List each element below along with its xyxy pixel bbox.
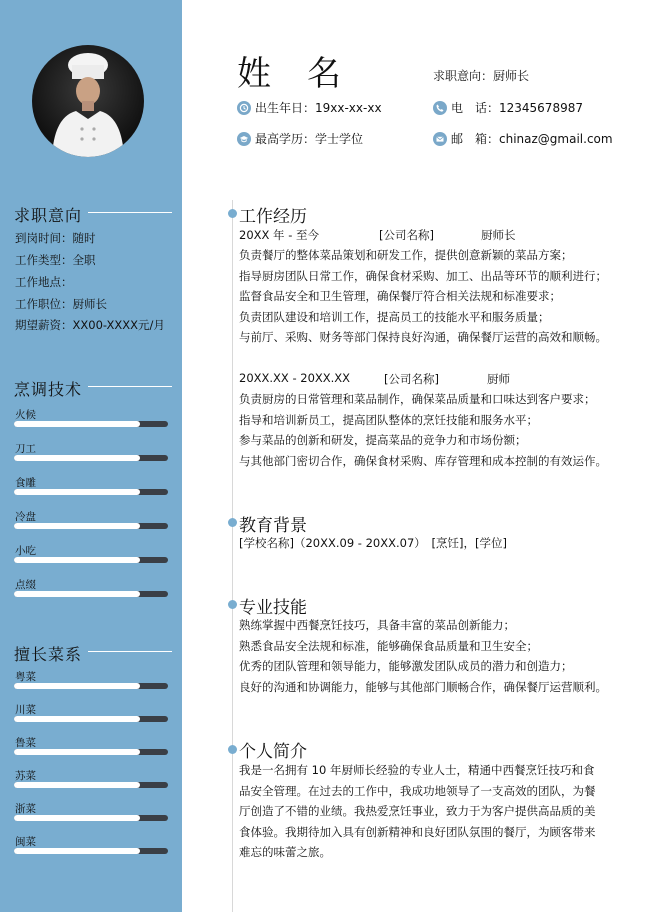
education-text: 最高学历：学士学位	[255, 132, 364, 146]
cuisine-bar-fill	[14, 749, 140, 755]
section-dot	[228, 209, 237, 218]
cooking-skill-label: 小吃	[15, 545, 36, 557]
pro-skills-list	[239, 615, 607, 697]
intent-divider	[88, 212, 172, 213]
cooking-skill-bar-fill	[14, 489, 140, 495]
cooking-skill-label: 冷盘	[15, 511, 36, 523]
job-line: 与其他部门密切合作，确保食材采购、库存管理和成本控制的有效运作。	[239, 453, 607, 468]
intro-paragraph	[239, 760, 596, 863]
cuisine-label: 川菜	[15, 704, 36, 716]
section-dot	[228, 600, 237, 609]
skill-line: 良好的沟通和协调能力，能够与其他部门顺畅合作，确保餐厅运营顺利。	[239, 679, 607, 694]
main-content	[182, 0, 645, 912]
cooking-skill-bar	[14, 421, 168, 427]
job-description	[239, 245, 607, 348]
job-company: [公司名称]	[384, 372, 439, 386]
cooking-skill-label: 刀工	[15, 443, 36, 455]
job-line: 负责团队建设和培训工作，提高员工的技能水平和服务质量；	[239, 309, 550, 324]
skill-line: 优秀的团队管理和领导能力，能够激发团队成员的潜力和创造力；	[239, 659, 573, 673]
cuisine-bar-fill	[14, 716, 140, 722]
job-company: [公司名称]	[379, 228, 434, 242]
cooking-skill-label: 火候	[15, 409, 36, 421]
intro-line: 食体验。我期待加入具有创新精神和良好团队氛围的餐厅，为顾客带来	[239, 824, 596, 839]
sidebar	[0, 0, 182, 912]
section-dot	[228, 518, 237, 527]
cuisine-label: 苏菜	[15, 770, 36, 782]
cuisines-title: 擅长菜系	[14, 645, 83, 664]
cuisine-bar-fill	[14, 683, 140, 689]
name-heading: 姓名	[237, 54, 377, 94]
pro-skills-title: 专业技能	[239, 598, 307, 618]
cooking-skill-label: 点缀	[15, 579, 36, 591]
education-info	[237, 130, 363, 147]
cuisine-label: 闽菜	[15, 836, 36, 848]
phone-text: 电 话：12345678987	[451, 101, 583, 115]
cooking-skill-bar	[14, 591, 168, 597]
job-role: 厨师长	[481, 228, 516, 242]
cuisine-bar-fill	[14, 815, 140, 821]
cooking-skill-bar-fill	[14, 523, 140, 529]
cuisine-bar	[14, 782, 168, 788]
intro-line: 我是一名拥有 10 年厨师长经验的专业人士，精通中西餐烹饪技巧和食	[239, 763, 595, 777]
phone-icon	[433, 101, 447, 115]
cuisine-label: 粤菜	[15, 671, 36, 683]
job-description	[239, 389, 607, 471]
skill-line: 熟悉食品安全法规和标准，能够确保食品质量和卫生安全；	[239, 638, 538, 653]
education-line: [学校名称]（20XX.09 - 20XX.07） [烹饪]，[学位]	[239, 536, 507, 550]
cuisine-bar	[14, 815, 168, 821]
intro-line: 品安全管理。在过去的工作中，我成功地领导了一支高效的团队，为餐	[239, 783, 596, 798]
job-header	[239, 371, 510, 387]
cuisine-bar	[14, 749, 168, 755]
intro-title: 个人简介	[239, 742, 307, 762]
intro-line: 厅创造了不错的业绩。我热爱烹饪事业，致力于为客户提供高品质的美	[239, 804, 596, 818]
cuisine-bar	[14, 716, 168, 722]
cuisine-bar-fill	[14, 782, 140, 788]
cuisine-bar-fill	[14, 848, 140, 854]
intent-line: 到岗时间：随时	[15, 231, 96, 245]
cooking-skill-bar-fill	[14, 557, 140, 563]
cooking-skill-bar	[14, 489, 168, 495]
intent-line: 工作地点：	[15, 275, 73, 289]
job-line: 负责餐厅的整体菜品策划和研发工作，提供创意新颖的菜品方案；	[239, 248, 573, 262]
job-line: 监督食品安全和卫生管理，确保餐厅符合相关法规和标准要求；	[239, 289, 561, 303]
cooking-skill-label: 食雕	[15, 477, 36, 489]
email-text: 邮 箱：chinaz@gmail.com	[451, 132, 613, 146]
cooking-skills-title: 烹调技术	[14, 380, 83, 399]
cooking-skill-bar	[14, 557, 168, 563]
cooking-skill-bar-fill	[14, 591, 140, 597]
email-info	[433, 130, 613, 147]
intro-line: 难忘的味蕾之旅。	[239, 845, 331, 859]
cooking-skill-bar-fill	[14, 455, 140, 461]
birth-info	[237, 99, 382, 116]
job-role: 厨师	[487, 372, 510, 386]
graduation-cap-icon	[237, 132, 251, 146]
section-dot	[228, 745, 237, 754]
education-title: 教育背景	[239, 516, 307, 536]
cuisine-label: 浙菜	[15, 803, 36, 815]
job-line: 指导和培训新员工，提高团队整体的烹饪技能和服务水平；	[239, 412, 538, 427]
work-title: 工作经历	[239, 207, 307, 227]
intent-line: 工作类型：全职	[15, 253, 96, 267]
clock-icon	[237, 101, 251, 115]
job-date: 20XX 年 - 至今	[239, 228, 320, 242]
skill-line: 熟练掌握中西餐烹饪技巧，具备丰富的菜品创新能力；	[239, 618, 515, 632]
phone-info	[433, 99, 583, 116]
cuisines-divider	[88, 651, 172, 652]
cuisine-label: 鲁菜	[15, 737, 36, 749]
intent-line: 期望薪资：XX00-XXXX元/月	[15, 318, 165, 332]
chef-portrait-icon	[32, 45, 144, 157]
objective-text: 求职意向：厨师长	[433, 69, 530, 83]
intent-line: 工作职位：厨师长	[15, 297, 107, 311]
job-header	[239, 227, 516, 243]
cooking-skill-bar	[14, 455, 168, 461]
timeline-line	[232, 200, 233, 912]
cooking-skill-bar-fill	[14, 421, 140, 427]
cuisine-bar	[14, 683, 168, 689]
cuisine-bar	[14, 848, 168, 854]
job-line: 参与菜品的创新和研发，提高菜品的竞争力和市场份额；	[239, 433, 527, 447]
cooking-skill-bar	[14, 523, 168, 529]
job-line: 指导厨房团队日常工作，确保食材采购、加工、出品等环节的顺利进行；	[239, 268, 607, 283]
cooking-skills-divider	[88, 386, 172, 387]
job-line: 负责厨房的日常管理和菜品制作，确保菜品质量和口味达到客户要求；	[239, 392, 596, 406]
job-date: 20XX.XX - 20XX.XX	[239, 371, 351, 385]
birth-text: 出生年日：19xx-xx-xx	[255, 101, 382, 115]
job-line: 与前厅、采购、财务等部门保持良好沟通，确保餐厅运营的高效和顺畅。	[239, 330, 607, 344]
mail-icon	[433, 132, 447, 146]
intent-title: 求职意向	[14, 206, 83, 225]
avatar	[32, 45, 144, 157]
